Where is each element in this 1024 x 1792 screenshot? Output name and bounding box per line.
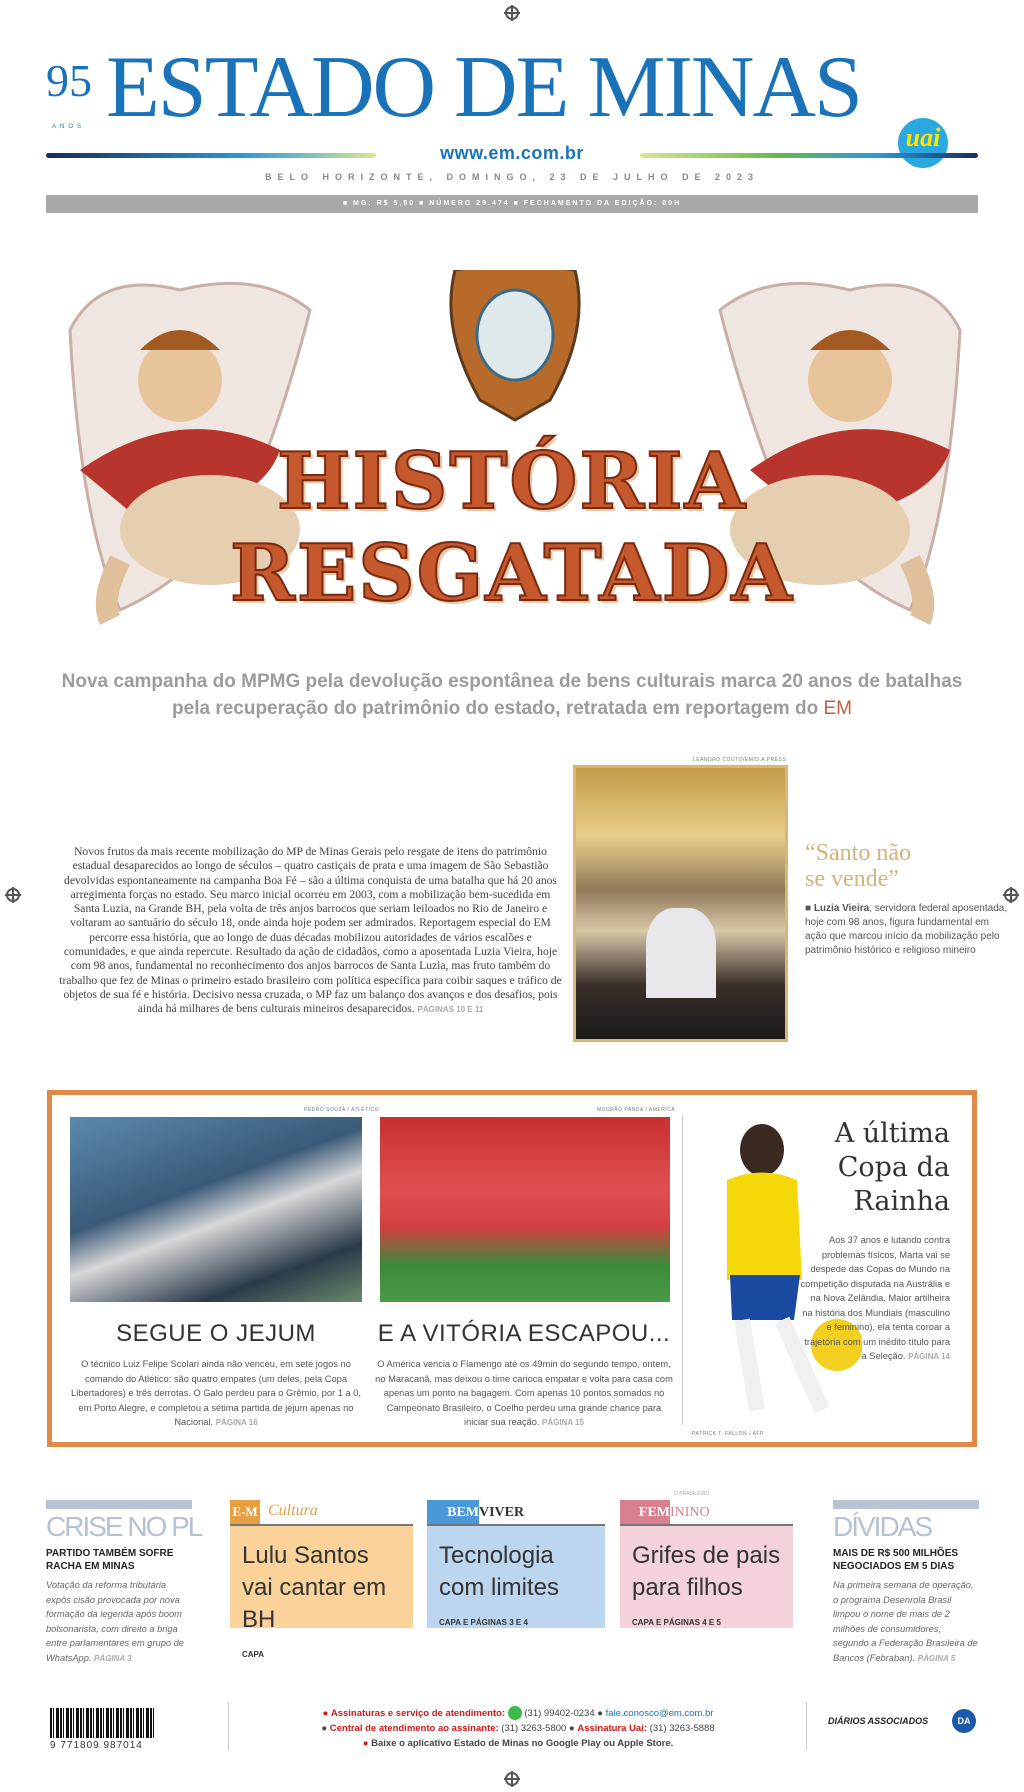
registration-mark: [505, 6, 519, 20]
teaser-bar: [46, 1500, 192, 1509]
teaser-kicker: PARTIDO TAMBÉM SOFRE RACHA EM MINAS: [46, 1548, 174, 1572]
contact-phone[interactable]: (31) 3263-5888: [649, 1723, 715, 1734]
divider-line: [640, 153, 978, 158]
sports-text: [374, 1357, 674, 1431]
page-reference[interactable]: PÁGINAS 10 E 11: [417, 1005, 484, 1015]
contact-label: Assinaturas e serviço de atendimento:: [330, 1708, 506, 1719]
sports-headline[interactable]: A última Copa da Rainha: [834, 1118, 950, 1217]
sports-text: [66, 1357, 366, 1431]
contact-phone[interactable]: (31) 3263-5800: [501, 1723, 567, 1734]
section-tag: BEM: [427, 1500, 479, 1524]
bullet-icon: ●: [322, 1708, 329, 1719]
divider-line: [46, 153, 376, 158]
section-header: [620, 1491, 793, 1526]
photo-credit: PEDRO SOUZA / ATLÉTICO: [304, 1107, 380, 1113]
whatsapp-icon: [508, 1706, 522, 1720]
app-download-text[interactable]: Baixe o aplicativo Estado de Minas no Google Play ou Apple Store.: [371, 1738, 674, 1749]
teaser-bar: [833, 1500, 979, 1509]
photo-credit: LEANDRO COUTO/EM/D.A PRESS: [693, 757, 787, 763]
contact-email[interactable]: fale.conosco@em.com.br: [605, 1708, 714, 1719]
edition-info-bar: ■ MG: R$ 5,50 ■ NÚMERO 29.474 ■ FECHAMENTO DA EDIÇÃO: 00H: [46, 195, 978, 213]
woman-portrait: [646, 908, 716, 998]
registration-mark: [6, 888, 20, 902]
contact-label: Assinatura Uai:: [577, 1723, 648, 1734]
diarios-associados-logo: DIÁRIOS ASSOCIADOS: [828, 1716, 929, 1726]
teaser-title: Grifes de pais para filhos: [632, 1542, 781, 1601]
contact-label: Central de atendimento ao assinante:: [329, 1723, 499, 1734]
quote-person: Luzia Vieira: [813, 903, 870, 914]
lead-body-text: Novos frutos da mais recente mobilização do MP de Minas Gerais pelo resgate de itens do patrimônio estadual desaparecidos ao longo de séculos – quatro castiçais de prata e uma imagem de São Sebastião devolvidas espontaneamente na campanha Boa Fé – são a última conquista de uma batalha que há 20 anos arregimenta forças no estado. Seu marco inicial ocorreu em 2003, com a mobilização bem-sucedida em Santa Luzia, na Grande BH, pela volta de três anjos barrocos que seriam leiloados no Rio de Janeiro e voltaram ao santuário do século 18, onde ainda hoje podem ser admirados. Reportagem especial do EM percorre essa história, que ao longo de duas décadas mobilizou autoridades de vários escalões e comunidades, e que ainda repercute. Resultado da ação de cidadãos, como a aposentada Luzia Vieira, hoje com 98 anos, fundamental no reconhecimento dos anjos barrocos de Santa Luzia, mas fruto também do trabalho que fez de Minas o primeiro estado brasileiro com política específica para coibir saques e tráfico de objetos de sua fé e história. Decisivo nessa cruzada, o MP faz um balanço dos avanços e dos desafios, pois ainda há milhares de bens culturais mineiros desaparecidos.: [59, 845, 562, 1016]
divider: [228, 1702, 229, 1750]
sports-text-body: O América vencia o Flamengo até os 49min do segundo tempo, ontem, no Maracanã, mas deixou o time carioca empatar e volta para casa com apenas um ponto na bagagem. Com apenas 10 pontos somados no Campeonato Brasileiro, o Coelho perdeu uma grande chance para iniciar sua reação.: [375, 1359, 673, 1427]
america-match-photo[interactable]: [380, 1117, 670, 1302]
atletico-match-photo[interactable]: [70, 1117, 362, 1302]
teaser-dividas[interactable]: [833, 1500, 979, 1666]
page-reference: CAPA E PÁGINAS 4 E 5: [632, 1618, 721, 1627]
registration-mark: [505, 1772, 519, 1786]
newspaper-logo[interactable]: ESTADO DE MINAS: [106, 39, 861, 136]
page-reference[interactable]: PÁGINA 16: [215, 1418, 258, 1427]
website-url[interactable]: www.em.com.br: [440, 143, 584, 163]
teaser-title: DÍVIDAS: [833, 1511, 932, 1542]
photo-credit: PATRICK T. FALLON / AFP: [692, 1431, 764, 1437]
sports-headline[interactable]: E A VITÓRIA ESCAPOU...: [377, 1320, 671, 1347]
section-name: Cultura: [268, 1502, 318, 1519]
page-reference[interactable]: PÁGINA 5: [917, 1653, 956, 1663]
lead-subheadline: [52, 668, 972, 722]
teaser-text: [833, 1578, 979, 1666]
page-reference[interactable]: PÁGINA 15: [542, 1418, 584, 1427]
sports-box: [47, 1090, 977, 1447]
subheadline-em: EM: [823, 698, 852, 719]
da-badge-icon: DA: [952, 1709, 976, 1733]
teaser-title: Lulu Santos vai cantar em BH: [242, 1542, 387, 1633]
section-name: ININO: [670, 1505, 710, 1520]
whatsapp-phone[interactable]: (31) 99402-0234: [524, 1708, 595, 1719]
footer: [0, 1690, 1024, 1760]
anniversary-number: 95: [46, 55, 92, 106]
lead-body: [58, 845, 563, 1018]
barcode: [50, 1708, 156, 1738]
section-header: [230, 1500, 413, 1526]
registration-mark: [1004, 888, 1018, 902]
page-reference: CAPA: [242, 1650, 265, 1659]
page-reference: CAPA E PÁGINAS 3 E 4: [439, 1618, 528, 1627]
ornament-crest-icon: [451, 270, 579, 420]
quote-caption-text: , servidora federal aposentada, hoje com 98 anos, figura fundamental em ação que marcou início da mobilização pelo patrimônio histórico e religioso mineiro: [805, 903, 1008, 956]
teaser-text-body: Na primeira semana de operação, o programa Desenrola Brasil limpou o nome de mais de 2 milhões de consumidores, segundo a Federação Brasileira de Bancos (Febraban).: [833, 1580, 978, 1663]
section-tag: E-M: [230, 1500, 260, 1524]
contact-info: ● Assinaturas e serviço de atendimento: (31) 99402-0234 ● fale.conosco@em.com.br ● Central de atendimento ao assinante: (31) 3263-5800 ● Assinatura Uai: (31) 3263-5888 ● Baixe o aplicativo Estado de Minas no Google Play ou Apple Store.: [321, 1708, 715, 1749]
teaser-title: Tecnologia com limites: [439, 1542, 560, 1601]
teaser-text-body: Votação da reforma tributária expôs cisão provocada por nova formação da legenda após boom bolsonarista, com direito a briga entre parlamentares em grupo de WhatsApp.: [46, 1580, 184, 1663]
page-reference[interactable]: PÁGINA 3: [94, 1653, 132, 1663]
lead-headline-line2[interactable]: RESGATADA: [230, 528, 794, 619]
anniversary-label: ANOS: [52, 124, 86, 130]
teaser-feminino[interactable]: [620, 1491, 793, 1628]
barcode-number: 9 771809 987014: [50, 1740, 143, 1751]
church-interior-photo[interactable]: [573, 765, 788, 1042]
sports-headline[interactable]: SEGUE O JEJUM: [116, 1320, 316, 1347]
teaser-title: CRISE NO PL: [46, 1511, 202, 1542]
sports-text: [800, 1233, 950, 1365]
quote-caption: ■ Luzia Vieira, servidora federal aposentada, hoje com 98 anos, figura fundamental em ação que marcou início da mobilização pelo patrimônio histórico e religioso mineiro: [805, 903, 1008, 956]
lead-headline-line1[interactable]: HISTÓRIA: [276, 436, 748, 527]
sports-text-body: O técnico Luiz Felipe Scolari ainda não venceu, em sete jogos no comando do Atlético: são quatro empates (um deles, pela Copa Libertadores) e três derrotas. O Galo perdeu para o Grêmio, por 1 a 0, em Porto Alegre, e completou a sétima partida de jejum apenas no Nacional.: [71, 1359, 361, 1427]
teaser-crise-pl[interactable]: [46, 1500, 202, 1666]
section-name: VIVER: [479, 1505, 525, 1520]
page-reference[interactable]: PÁGINA 14: [908, 1352, 950, 1361]
teaser-text: [46, 1578, 192, 1666]
teaser-bem-viver[interactable]: [427, 1500, 605, 1628]
divider: [806, 1702, 807, 1750]
sports-text-body: Aos 37 anos e lutando contra problemas físicos, Marta vai se despede das Copas do Mundo na competição disputada na Austrália e na Nova Zelândia. Maior artilheira na história dos Mundiais (masculino e feminino), ela tenta coroar a trajetória com um inédito título para a Seleção.: [800, 1235, 950, 1361]
section-header: [427, 1500, 605, 1526]
subheadline-text: Nova campanha do MPMG pela devolução espontânea de bens culturais marca 20 anos de batalhas pela recuperação do patrimônio do estado, retratada em reportagem do: [61, 671, 963, 719]
photo-credit: MOURÃO PANDA / AMÉRICA: [597, 1107, 676, 1113]
teaser-kicker: MAIS DE R$ 500 MILHÕES NEGOCIADOS EM 5 DIAS: [833, 1548, 959, 1572]
section-tag: FEM: [620, 1500, 670, 1524]
uai-badge[interactable]: uai: [898, 118, 948, 168]
teaser-cultura[interactable]: [230, 1500, 413, 1659]
dateline: BELO HORIZONTE, DOMINGO, 23 DE JULHO DE 2023: [264, 172, 760, 182]
pull-quote: “Santo não se vende”: [805, 840, 911, 892]
section-kicker: O BRASILEIRO: [674, 1491, 710, 1497]
